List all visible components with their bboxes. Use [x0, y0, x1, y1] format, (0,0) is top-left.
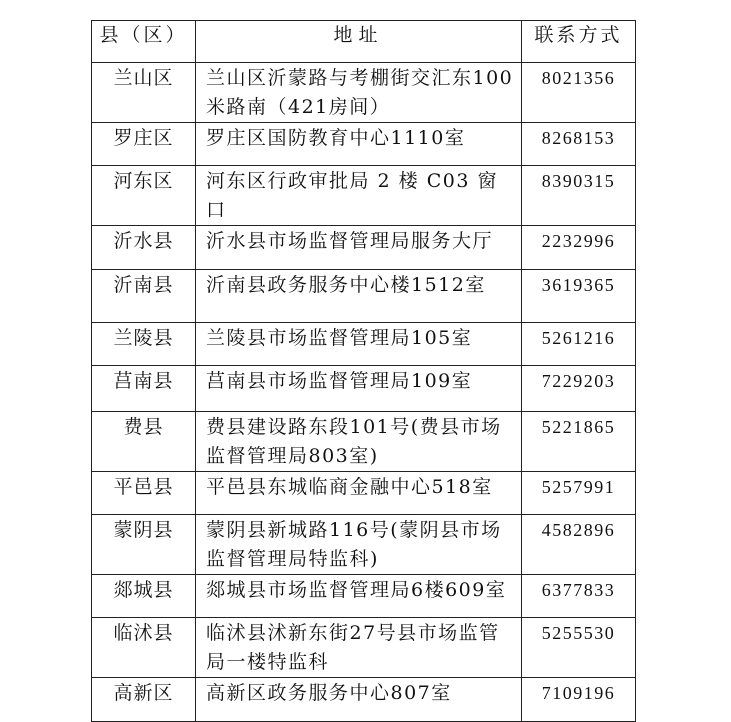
- county-cell: 平邑县: [92, 472, 196, 515]
- phone-cell: 8390315: [522, 166, 636, 226]
- header-county: 县（区）: [92, 21, 196, 63]
- table-row: [92, 618, 636, 678]
- table-row: [92, 678, 636, 722]
- header-address: 地址: [196, 21, 522, 63]
- county-cell: 罗庄区: [92, 123, 196, 166]
- address-cell: 沂南县政务服务中心楼1512室: [196, 270, 522, 323]
- address-cell: 兰山区沂蒙路与考棚街交汇东100米路南（421房间）: [196, 63, 522, 123]
- phone-cell: 8021356: [522, 63, 636, 123]
- address-cell: 郯城县市场监督管理局6楼609室: [196, 575, 522, 618]
- address-cell: 临沭县沭新东街27号县市场监管局一楼特监科: [196, 618, 522, 678]
- county-cell: 费县: [92, 412, 196, 472]
- county-cell: 蒙阴县: [92, 515, 196, 575]
- county-cell: 河东区: [92, 166, 196, 226]
- address-cell: 费县建设路东段101号(费县市场监督管理局803室): [196, 412, 522, 472]
- address-cell: 罗庄区国防教育中心1110室: [196, 123, 522, 166]
- address-cell: 沂水县市场监督管理局服务大厅: [196, 226, 522, 270]
- phone-cell: 7109196: [522, 678, 636, 722]
- phone-cell: 5221865: [522, 412, 636, 472]
- table-row: [92, 472, 636, 515]
- county-cell: 临沭县: [92, 618, 196, 678]
- phone-cell: 5255530: [522, 618, 636, 678]
- table-row: [92, 123, 636, 166]
- table-row: [92, 323, 636, 366]
- county-cell: 沂南县: [92, 270, 196, 323]
- table-row: [92, 270, 636, 323]
- phone-cell: 2232996: [522, 226, 636, 270]
- county-cell: 沂水县: [92, 226, 196, 270]
- table-row: [92, 366, 636, 412]
- table-row: [92, 412, 636, 472]
- header-row: [92, 21, 636, 63]
- phone-cell: 8268153: [522, 123, 636, 166]
- phone-cell: 3619365: [522, 270, 636, 323]
- header-phone: 联系方式: [522, 21, 636, 63]
- address-cell: 蒙阴县新城路116号(蒙阴县市场监督管理局特监科): [196, 515, 522, 575]
- county-cell: 兰陵县: [92, 323, 196, 366]
- county-cell: 郯城县: [92, 575, 196, 618]
- address-cell: 河东区行政审批局 2 楼 C03 窗口: [196, 166, 522, 226]
- phone-cell: 5261216: [522, 323, 636, 366]
- county-cell: 高新区: [92, 678, 196, 722]
- contacts-table: [91, 20, 636, 722]
- county-cell: 兰山区: [92, 63, 196, 123]
- phone-cell: 6377833: [522, 575, 636, 618]
- phone-cell: 5257991: [522, 472, 636, 515]
- address-cell: 兰陵县市场监督管理局105室: [196, 323, 522, 366]
- address-cell: 高新区政务服务中心807室: [196, 678, 522, 722]
- phone-cell: 4582896: [522, 515, 636, 575]
- table-row: [92, 575, 636, 618]
- address-cell: 平邑县东城临商金融中心518室: [196, 472, 522, 515]
- county-cell: 莒南县: [92, 366, 196, 412]
- table-row: [92, 226, 636, 270]
- table-row: [92, 63, 636, 123]
- table-row: [92, 166, 636, 226]
- table-row: [92, 515, 636, 575]
- address-cell: 莒南县市场监督管理局109室: [196, 366, 522, 412]
- phone-cell: 7229203: [522, 366, 636, 412]
